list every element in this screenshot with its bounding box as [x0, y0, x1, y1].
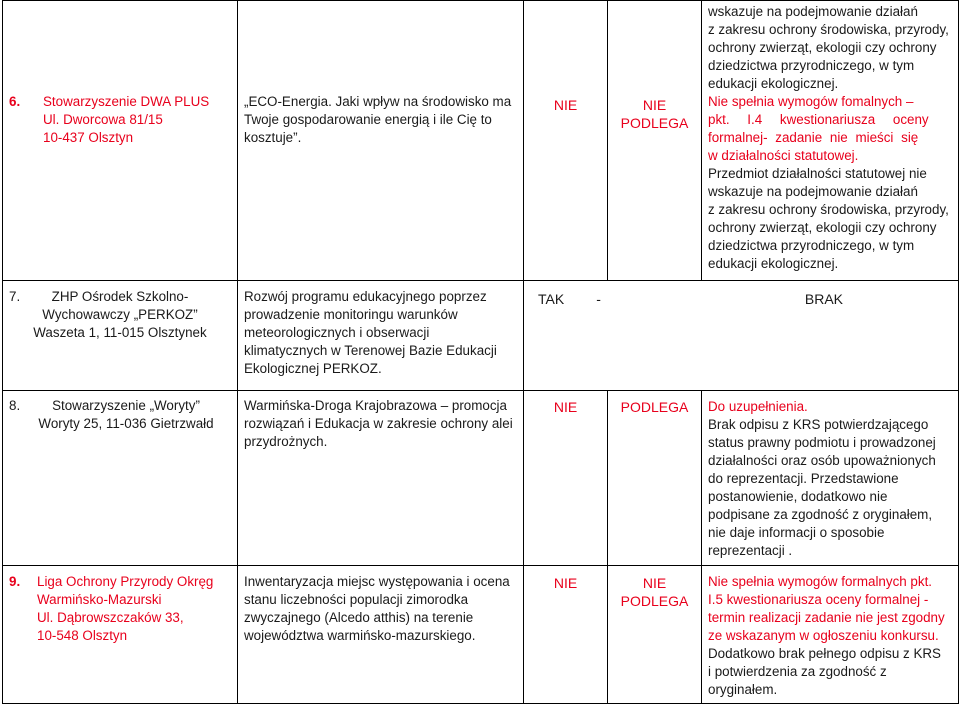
project-line: przydrożnych.: [244, 434, 328, 449]
note-line: wskazuje na podejmowanie działań: [708, 184, 918, 199]
project-line: stanu liczebności populacji zimorodka: [244, 592, 469, 607]
note-line: wskazuje na podejmowanie działań: [708, 4, 918, 19]
org-block-6: [9, 93, 231, 147]
merit-verdict-text: PODLEGA: [620, 115, 689, 131]
note-line: reprezentacji .: [708, 543, 793, 558]
note-line-red: termin realizacji zadanie nie jest zgodny: [708, 610, 945, 625]
note-line: działalności oraz osób upoważnionych: [708, 453, 936, 468]
merit-verdict-text: BRAK: [804, 291, 843, 307]
merit-verdict-text: NIE: [642, 575, 667, 591]
org-name-8: [9, 397, 231, 433]
org-block-7: [9, 288, 231, 342]
note-line: Brak odpisu z KRS potwierdzającego: [708, 417, 929, 432]
org-line: Stowarzyszenie „Woryty”: [52, 398, 200, 413]
table-row-9: [3, 566, 959, 704]
project-cell-7: [238, 281, 524, 391]
org-line: Stowarzyszenie DWA PLUS: [43, 94, 210, 109]
note-line: Przedmiot działalności statutowej nie: [708, 166, 927, 181]
project-line: Twoje gospodarowanie energią i ile Cię to: [244, 112, 492, 127]
verdict-separator: -: [596, 291, 601, 307]
org-name-6: [9, 93, 231, 147]
note-line: status prawny podmiotu i prowadzonej: [708, 435, 936, 450]
note-line-red: Nie spełnia wymogów fomalnych –: [708, 94, 914, 109]
formal-rejection-note-9: [708, 573, 952, 645]
grant-evaluation-table: [2, 0, 959, 704]
row-number-6: 6.: [9, 94, 21, 109]
verdict-cell-7: [524, 281, 959, 391]
org-cell-9: [3, 566, 238, 704]
table-row-8: [3, 391, 959, 566]
note-line-red: formalnej- zadanie nie mieści się: [708, 130, 919, 145]
note-line: oryginałem.: [708, 682, 778, 697]
org-line: Waszeta 1, 11-015 Olsztynek: [33, 325, 207, 340]
formal-verdict-9: [524, 566, 608, 704]
row-number-7: 7.: [9, 289, 21, 304]
org-line: 10-437 Olsztyn: [43, 130, 134, 145]
org-line: Ul. Dąbrowszczaków 33,: [37, 610, 184, 625]
org-line: Liga Ochrony Przyrody Okręg: [37, 574, 214, 589]
merit-verdict-9: [608, 566, 702, 704]
note-line: ochrony zwierząt, ekologii czy ochrony: [708, 220, 937, 235]
note-line-red: I.5 kwestionariusza oceny formalnej -: [708, 592, 929, 607]
notes-cell-6: [702, 1, 959, 281]
note-line: edukacji ekologicznej.: [708, 256, 839, 271]
org-line: Wychowawczy „PERKOZ”: [42, 307, 198, 322]
org-cell-6: [3, 1, 238, 281]
project-line: Inwentaryzacja miejsc występowania i ocena: [244, 574, 510, 589]
project-line: prowadzenie monitoringu warunków: [244, 307, 458, 322]
project-line: meteorologicznych i obserwacji: [244, 325, 430, 340]
note-line-red: Do uzupełnienia.: [708, 399, 808, 414]
org-line: Warmińsko-Mazurski: [37, 592, 162, 607]
project-line: kosztuje”.: [244, 130, 302, 145]
note-line: edukacji ekologicznej.: [708, 76, 839, 91]
formal-verdict-text: NIE: [553, 575, 578, 591]
org-line: Woryty 25, 11-036 Gietrzwałd: [38, 416, 214, 431]
project-cell-9: [238, 566, 524, 704]
note-line: Dodatkowo brak pełnego odpisu z KRS: [708, 646, 941, 661]
row-number-9: 9.: [9, 574, 21, 589]
note-line: nie daje informacji o sposobie: [708, 525, 885, 540]
note-line: postanowienie, dodatkowo nie: [708, 489, 888, 504]
formal-verdict-text: NIE: [553, 399, 578, 415]
note-line: ochrony zwierząt, ekologii czy ochrony: [708, 40, 937, 55]
verdict-line-7: [530, 290, 952, 308]
note-line-red: Nie spełnia wymogów formalnych pkt.: [708, 574, 933, 589]
formal-rejection-note-6: [708, 93, 952, 165]
org-block-9: [9, 573, 231, 645]
note-line-red: pkt. I.4 kwestionariusza oceny: [708, 112, 929, 127]
merit-verdict-6: [608, 1, 702, 281]
note-line: z zakresu ochrony środowiska, przyrody,: [708, 202, 949, 217]
project-line: rozwiązań i Edukacja w zakresie ochrony alei: [244, 416, 513, 431]
note-line-red: ze wskazanym w ogłoszeniu konkursu.: [708, 628, 939, 643]
formal-verdict-text: NIE: [553, 97, 578, 113]
org-name-9: [9, 573, 231, 645]
note-line: i potwierdzenia za zgodność z: [708, 664, 887, 679]
note-line: podpisane za zgodność z oryginałem,: [708, 507, 933, 522]
note-line: dziedzictwa przyrodniczego, w tym: [708, 238, 915, 253]
merit-verdict-8: [608, 391, 702, 566]
note-line: z zakresu ochrony środowiska, przyrody,: [708, 22, 949, 37]
formal-verdict-6: [524, 1, 608, 281]
org-name-7: [9, 288, 231, 342]
project-cell-6: [238, 1, 524, 281]
notes-cell-8: [702, 391, 959, 566]
project-line: zwyczajnego (Alcedo atthis) na terenie: [244, 610, 474, 625]
org-line: 10-548 Olsztyn: [37, 628, 128, 643]
note-line-red: w działalności statutowej.: [708, 148, 859, 163]
project-line: „ECO-Energia. Jaki wpływ na środowisko ma: [244, 94, 512, 109]
merit-verdict-text: PODLEGA: [620, 399, 689, 415]
project-line: Rozwój programu edukacyjnego poprzez: [244, 289, 487, 304]
project-cell-8: [238, 391, 524, 566]
table-row-7: [3, 281, 959, 391]
table-row-6: [3, 1, 959, 281]
project-line: Ekologicznej PERKOZ.: [244, 361, 382, 376]
org-block-8: [9, 397, 231, 433]
note-line: dziedzictwa przyrodniczego, w tym: [708, 58, 915, 73]
note-line: do reprezentacji. Przedstawione: [708, 471, 899, 486]
org-cell-7: [3, 281, 238, 391]
org-line: ZHP Ośrodek Szkolno-: [51, 289, 189, 304]
row-number-8: 8.: [9, 398, 21, 413]
merit-verdict-text: NIE: [642, 97, 667, 113]
project-line: województwa warmińsko-mazurskiego.: [244, 628, 476, 643]
formal-verdict-8: [524, 391, 608, 566]
project-line: Warmińska-Droga Krajobrazowa – promocja: [244, 398, 507, 413]
project-line: klimatycznych w Terenowej Bazie Edukacji: [244, 343, 497, 358]
notes-cell-9: [702, 566, 959, 704]
formal-verdict-text: TAK: [538, 291, 565, 307]
merit-verdict-text: PODLEGA: [620, 593, 689, 609]
org-line: Ul. Dworcowa 81/15: [43, 112, 163, 127]
org-cell-8: [3, 391, 238, 566]
